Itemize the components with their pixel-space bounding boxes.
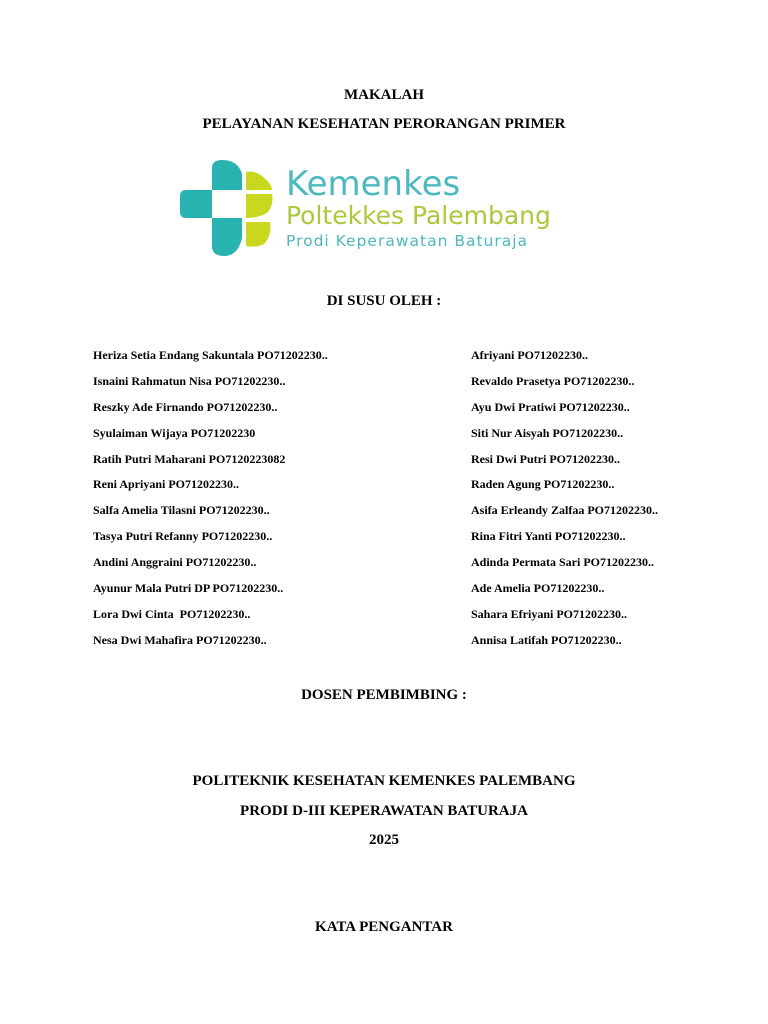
logo-mark-icon [180, 160, 273, 256]
author-row [0, 607, 768, 633]
institution-name: POLITEKNIK KESEHATAN KEMENKES PALEMBANG [192, 773, 576, 789]
author-right: Sahara Efriyani PO71202230.. [471, 606, 628, 621]
author-row [0, 452, 768, 478]
author-right: Raden Agung PO71202230.. [471, 477, 615, 492]
author-left: Andini Anggraini PO71202230.. [93, 555, 257, 570]
author-right: Afriyani PO71202230.. [471, 348, 588, 362]
author-left: Ratih Putri Maharani PO7120223082 [93, 451, 286, 466]
author-right: Ayu Dwi Pratiwi PO71202230.. [471, 399, 630, 414]
author-row [0, 477, 768, 503]
author-row [0, 633, 768, 659]
logo-line2: Poltekkes Palembang [286, 201, 551, 230]
author-row [0, 555, 768, 581]
author-left: Lora Dwi Cinta PO71202230.. [93, 606, 251, 621]
author-right: Revaldo Prasetya PO71202230.. [471, 373, 635, 388]
author-row [0, 529, 768, 555]
doc-title: PELAYANAN KESEHATAN PERORANGAN PRIMER [202, 116, 566, 132]
kemenkes-logo [178, 158, 588, 260]
author-right: Asifa Erleandy Zalfaa PO71202230.. [471, 503, 659, 518]
author-row [0, 581, 768, 607]
author-right: Siti Nur Aisyah PO71202230.. [471, 425, 624, 440]
logo-line3: Prodi Keperawatan Baturaja [286, 232, 529, 250]
author-row [0, 348, 768, 374]
author-right: Ade Amelia PO71202230.. [471, 581, 605, 596]
next-section-heading: KATA PENGANTAR [315, 919, 453, 935]
author-list [0, 348, 768, 659]
author-row [0, 374, 768, 400]
author-right: Annisa Latifah PO71202230.. [471, 632, 622, 647]
author-right: Resi Dwi Putri PO71202230.. [471, 451, 620, 466]
author-right: Rina Fitri Yanti PO71202230.. [471, 529, 626, 544]
author-left: Syulaiman Wijaya PO71202230 [93, 425, 256, 440]
author-left: Nesa Dwi Mahafira PO71202230.. [93, 632, 267, 647]
supervisor-heading: DOSEN PEMBIMBING : [301, 687, 467, 703]
author-row [0, 503, 768, 529]
author-left: Reni Apriyani PO71202230.. [93, 477, 240, 492]
author-left: Reszky Ade Firnando PO71202230.. [93, 399, 278, 414]
author-left: Heriza Setia Endang Sakuntala PO71202230.. [93, 348, 328, 362]
author-left: Ayunur Mala Putri DP PO71202230.. [93, 581, 284, 596]
author-heading: DI SUSU OLEH : [326, 293, 442, 309]
author-right: Adinda Permata Sari PO71202230.. [471, 555, 654, 570]
author-row [0, 426, 768, 452]
author-row [0, 400, 768, 426]
logo-line1: Kemenkes [286, 164, 461, 204]
year: 2025 [369, 832, 399, 848]
author-left: Salfa Amelia Tilasni PO71202230.. [93, 503, 270, 518]
author-left: Isnaini Rahmatun Nisa PO71202230.. [93, 373, 286, 388]
program-name: PRODI D-III KEPERAWATAN BATURAJA [240, 803, 528, 819]
doc-heading: MAKALAH [344, 87, 424, 103]
author-left: Tasya Putri Refanny PO71202230.. [93, 529, 273, 544]
